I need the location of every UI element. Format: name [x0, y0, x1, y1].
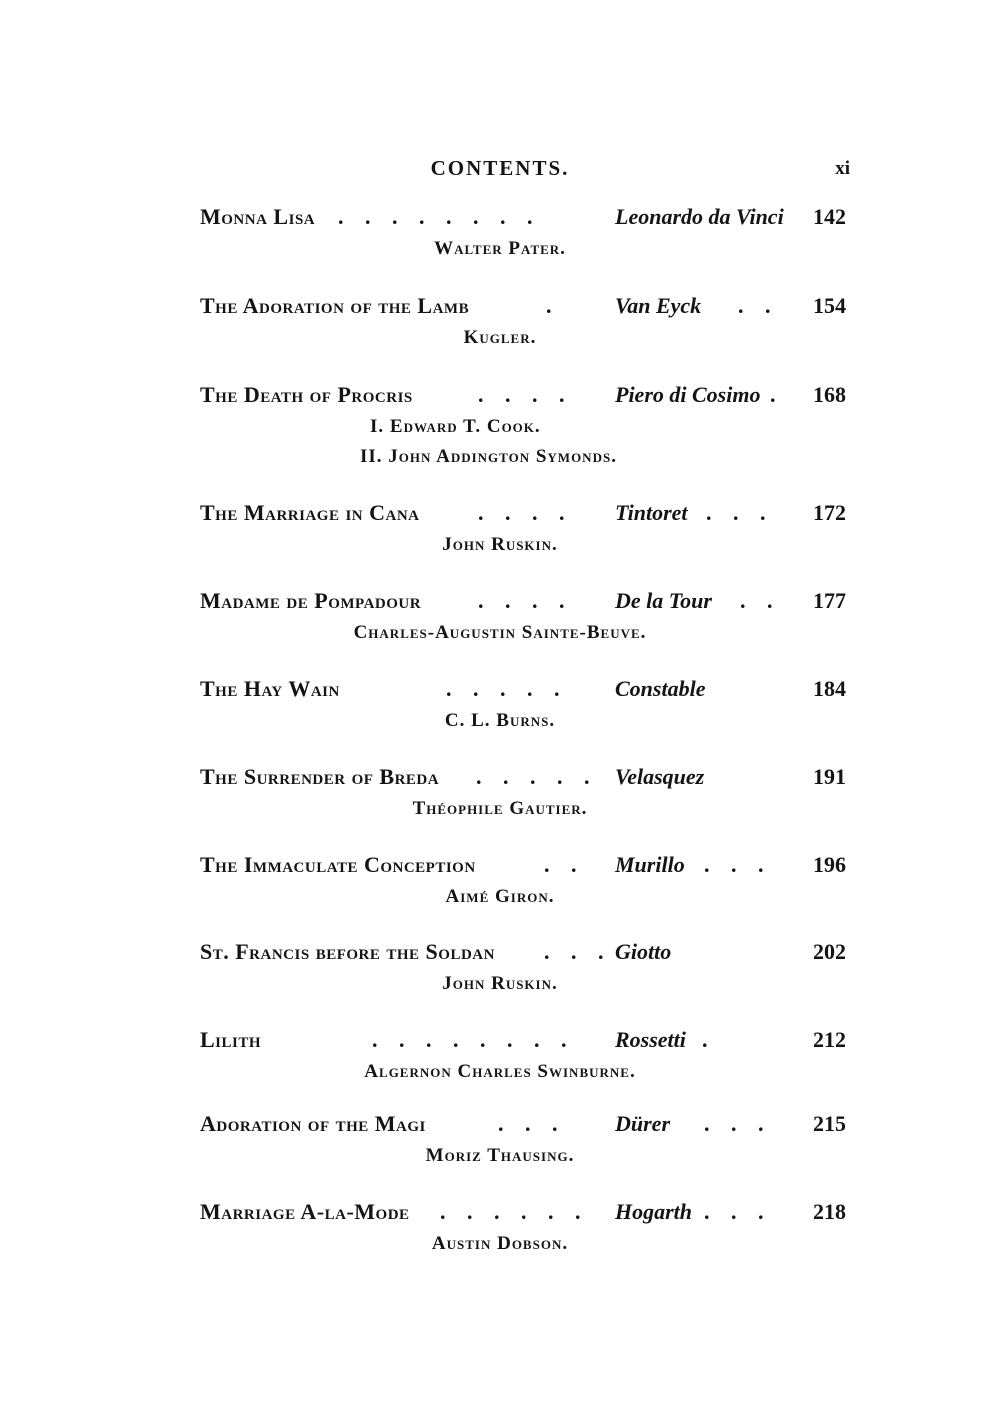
leader-dots: . . . . .	[476, 764, 598, 789]
contents-entry	[0, 1199, 1000, 1259]
entry-artist: Velasquez	[615, 764, 705, 789]
entry-artist: Constable	[615, 676, 706, 701]
entry-page: 191	[813, 764, 846, 789]
leader-dots: . . .	[704, 1199, 772, 1224]
entry-page: 184	[813, 676, 846, 701]
entry-author: Kugler.	[463, 327, 537, 348]
entry-author: Walter Pater.	[434, 238, 566, 259]
entry-artist: Hogarth	[615, 1199, 693, 1224]
entry-page: 154	[813, 293, 846, 318]
entry-title: The Adoration of the Lamb	[200, 293, 470, 318]
entry-title: Madame de Pompadour	[200, 588, 422, 613]
entry-title: Lilith	[200, 1027, 262, 1052]
entry-page: 202	[813, 939, 846, 964]
entry-page: 172	[813, 500, 846, 525]
leader-dots: . . .	[544, 939, 612, 964]
contents-entry	[0, 939, 1000, 999]
contents-entry	[0, 852, 1000, 912]
leader-dots: . . .	[498, 1111, 566, 1136]
entry-title: Marriage A-la-Mode	[200, 1199, 410, 1224]
entry-page: 168	[813, 382, 846, 407]
entry-author: II. John Addington Symonds.	[360, 446, 617, 467]
entry-title: The Surrender of Breda	[200, 764, 440, 789]
leader-dots: . . .	[704, 1111, 772, 1136]
contents-entry	[0, 676, 1000, 736]
entry-author: Charles-Augustin Sainte-Beuve.	[353, 622, 647, 643]
leader-dots: . .	[740, 588, 781, 613]
entry-artist: Giotto	[615, 939, 672, 964]
contents-entry	[0, 293, 1000, 353]
entry-author: Moriz Thausing.	[425, 1145, 575, 1166]
entry-artist: Piero di Cosimo	[615, 382, 761, 407]
entry-title: The Immaculate Conception	[200, 852, 476, 877]
contents-entry	[0, 204, 1000, 264]
leader-dots: . . . .	[478, 500, 573, 525]
entry-page: 142	[813, 204, 846, 229]
entry-page: 215	[813, 1111, 846, 1136]
leader-dots: . . . .	[478, 588, 573, 613]
entry-author: Algernon Charles Swinburne.	[364, 1061, 636, 1082]
page-number: xi	[835, 158, 850, 179]
entry-artist: Murillo	[615, 852, 685, 877]
entry-title: The Marriage in Cana	[200, 500, 420, 525]
contents-entry	[0, 500, 1000, 560]
contents-entry	[0, 1111, 1000, 1171]
leader-dots: . . . . . . . .	[338, 204, 541, 229]
entry-author: John Ruskin.	[442, 534, 558, 555]
entry-author: C. L. Burns.	[444, 710, 556, 731]
entry-title: St. Francis before the Soldan	[200, 939, 495, 964]
entry-title: Adoration of the Magi	[200, 1111, 426, 1136]
page-title: CONTENTS.	[430, 156, 570, 180]
entry-author: Théophile Gautier.	[412, 798, 588, 819]
entry-artist: Rossetti	[615, 1027, 686, 1052]
entry-artist: Dürer	[615, 1111, 671, 1136]
entry-page: 212	[813, 1027, 846, 1052]
entry-author: Austin Dobson.	[431, 1233, 569, 1254]
entry-artist: Tintoret	[615, 500, 688, 525]
entry-title: Monna Lisa	[200, 204, 316, 229]
contents-entry	[0, 382, 1000, 472]
entry-title: The Hay Wain	[200, 676, 340, 701]
leader-dots: . .	[738, 293, 779, 318]
contents-entry	[0, 588, 1000, 648]
entry-author: I. Edward T. Cook.	[370, 416, 541, 437]
leader-dots: . . .	[706, 500, 774, 525]
entry-artist: Van Eyck	[615, 293, 702, 318]
leader-dots: . .	[544, 852, 585, 877]
leader-dots: .	[702, 1027, 716, 1052]
entry-title: The Death of Procris	[200, 382, 413, 407]
entry-page: 218	[813, 1199, 846, 1224]
entry-page: 196	[813, 852, 846, 877]
entry-artist: De la Tour	[615, 588, 712, 613]
contents-entry	[0, 1027, 1000, 1087]
entry-artist: Leonardo da Vinci	[615, 204, 784, 229]
leader-dots: .	[546, 293, 560, 318]
leader-dots: . . . . . . . .	[372, 1027, 575, 1052]
entry-page: 177	[813, 588, 846, 613]
contents-entry	[0, 764, 1000, 824]
leader-dots: . . .	[704, 852, 772, 877]
leader-dots: . . . . . .	[440, 1199, 589, 1224]
leader-dots: . . . .	[478, 382, 573, 407]
leader-dots: .	[770, 382, 784, 407]
entry-author: John Ruskin.	[442, 973, 558, 994]
entry-author: Aimé Giron.	[445, 886, 555, 907]
leader-dots: . . . . .	[446, 676, 568, 701]
